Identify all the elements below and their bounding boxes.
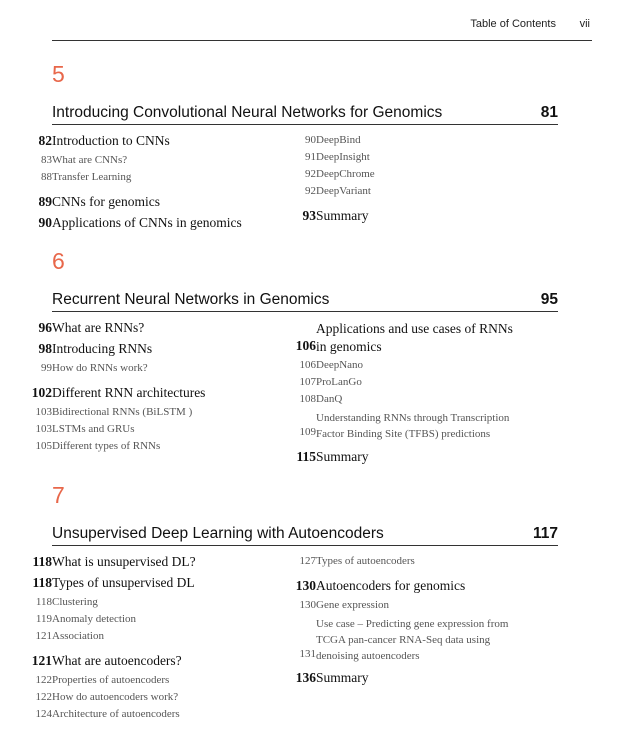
toc-entry-title: DanQ: [316, 393, 343, 405]
toc-entry-title: DeepNano: [316, 359, 364, 371]
chapter-page: 95: [540, 291, 558, 308]
toc-entry-page: 118: [32, 575, 52, 590]
toc-entry-title: Autoencoders for genomics: [316, 578, 466, 593]
toc-entry-title: Summary: [316, 449, 369, 464]
toc-entry-page: 105: [35, 440, 52, 452]
toc-entry-title: Transfer Learning: [52, 171, 132, 183]
chapter-number: 6: [52, 248, 65, 274]
toc-entry-page: 122: [35, 674, 52, 686]
toc-entry-page: 92: [305, 168, 316, 180]
chapter-title-text: Unsupervised Deep Learning with Autoencoders: [52, 525, 384, 542]
page-header: [52, 10, 592, 41]
chapter-title[interactable]: [52, 291, 558, 312]
toc-entry-page: 98: [38, 341, 52, 356]
toc-entry-page: 127: [299, 555, 316, 567]
toc-entry-title: DeepVariant: [316, 185, 371, 197]
toc-entry-page: 107: [299, 376, 316, 388]
toc-entry-title: ProLanGo: [316, 376, 362, 388]
toc-entry-title: Types of unsupervised DL: [52, 575, 195, 590]
chapter-page: 117: [532, 525, 558, 542]
chapter-title-text: Introducing Convolutional Neural Networks for Genomics: [52, 104, 443, 121]
chapter-title-text: Recurrent Neural Networks in Genomics: [52, 291, 330, 308]
running-title: Table of Contents: [470, 18, 556, 30]
toc-entry-page: 115: [296, 449, 316, 464]
toc-entry-page: 121: [35, 630, 52, 642]
toc-entry-title: Introduction to CNNs: [52, 133, 170, 148]
toc-entry-title: Different types of RNNs: [52, 440, 161, 452]
toc-entry-title: What is unsupervised DL?: [52, 554, 196, 569]
toc-entry-page: 88: [41, 171, 52, 183]
toc-entry-title: Use case – Predicting gene expression from: [316, 618, 509, 630]
chapter-number: 5: [52, 61, 65, 87]
toc-entry-page: 92: [305, 185, 316, 197]
toc-entry-title: Types of autoencoders: [316, 555, 415, 567]
toc-entry-title: TCGA pan-cancer RNA-Seq data using: [316, 634, 491, 646]
toc-entry-title: DeepBind: [316, 134, 361, 146]
toc-entry-page: 136: [295, 670, 316, 685]
toc-entry-page: 82: [38, 133, 52, 148]
toc-entry-title: in genomics: [316, 339, 382, 354]
toc-entry-title: DeepInsight: [316, 151, 370, 163]
page-number: vii: [579, 18, 590, 30]
toc-entry-page: 83: [41, 154, 52, 166]
toc-entry-page: 102: [31, 385, 52, 400]
toc-entry-page: 103: [35, 406, 52, 418]
toc-entry-title: Summary: [316, 670, 369, 685]
toc-entry-page: 121: [31, 653, 52, 668]
toc-entry-page: 119: [35, 613, 52, 625]
toc-entry-page: 89: [38, 194, 52, 209]
chapter-title[interactable]: [52, 525, 558, 546]
toc-entry-page: 93: [302, 208, 316, 223]
toc-entry-title: Applications and use cases of RNNs: [316, 321, 513, 336]
toc-entry-page: 91: [305, 151, 316, 163]
toc-entry-page: 90: [305, 134, 316, 146]
toc-entry-page: 122: [35, 691, 52, 703]
toc-entry-title: Architecture of autoencoders: [52, 708, 180, 720]
toc-entry-title: Understanding RNNs through Transcription: [316, 412, 510, 424]
toc-entry-title: How do RNNs work?: [52, 362, 148, 374]
toc-entry-page: 106: [295, 338, 316, 353]
toc-entry-title: What are CNNs?: [52, 154, 128, 166]
toc-entry-title: Clustering: [52, 596, 98, 608]
chapter-page: 81: [540, 104, 558, 121]
toc-entry-page: 103: [35, 423, 52, 435]
toc-entry-page: 118: [35, 596, 52, 608]
toc-entry-title: What are autoencoders?: [52, 653, 182, 668]
toc-entry-title: Summary: [316, 208, 369, 223]
toc-entry-page: 90: [38, 215, 52, 230]
toc-entry-title: denoising autoencoders: [316, 650, 420, 662]
toc-entry-title: How do autoencoders work?: [52, 691, 179, 703]
toc-entry-title: Introducing RNNs: [52, 341, 153, 356]
toc-entry-page: 124: [35, 708, 52, 720]
toc-entry-title: Bidirectional RNNs (BiLSTM ): [52, 406, 193, 418]
toc-entry-page: 99: [41, 362, 52, 374]
toc-entry-page: 118: [32, 554, 52, 569]
toc-entry-title: DeepChrome: [316, 168, 375, 180]
toc-entry-title: Anomaly detection: [52, 613, 137, 625]
toc-entry-page: 108: [299, 393, 316, 405]
chapter-title[interactable]: [52, 104, 558, 125]
toc-entry-title: Association: [52, 630, 104, 642]
toc-entry-page: 131: [299, 648, 316, 660]
toc-entry-title: LSTMs and GRUs: [52, 423, 135, 435]
toc-entry-page: 109: [299, 426, 316, 438]
toc-entry-title: Factor Binding Site (TFBS) predictions: [316, 428, 491, 440]
toc-entry-page: 130: [295, 578, 316, 593]
toc-entry-title: CNNs for genomics: [52, 194, 160, 209]
toc-entry-title: Gene expression: [316, 599, 390, 611]
toc-entry-title: What are RNNs?: [52, 320, 145, 335]
toc-entry-title: Properties of autoencoders: [52, 674, 170, 686]
toc-entry-page: 130: [299, 599, 316, 611]
toc-entry-title: Applications of CNNs in genomics: [52, 215, 242, 230]
toc-entry-title: Different RNN architectures: [52, 385, 206, 400]
toc-entry-page: 96: [38, 320, 52, 335]
toc-entry-page: 106: [299, 359, 316, 371]
chapter-number: 7: [52, 482, 65, 508]
